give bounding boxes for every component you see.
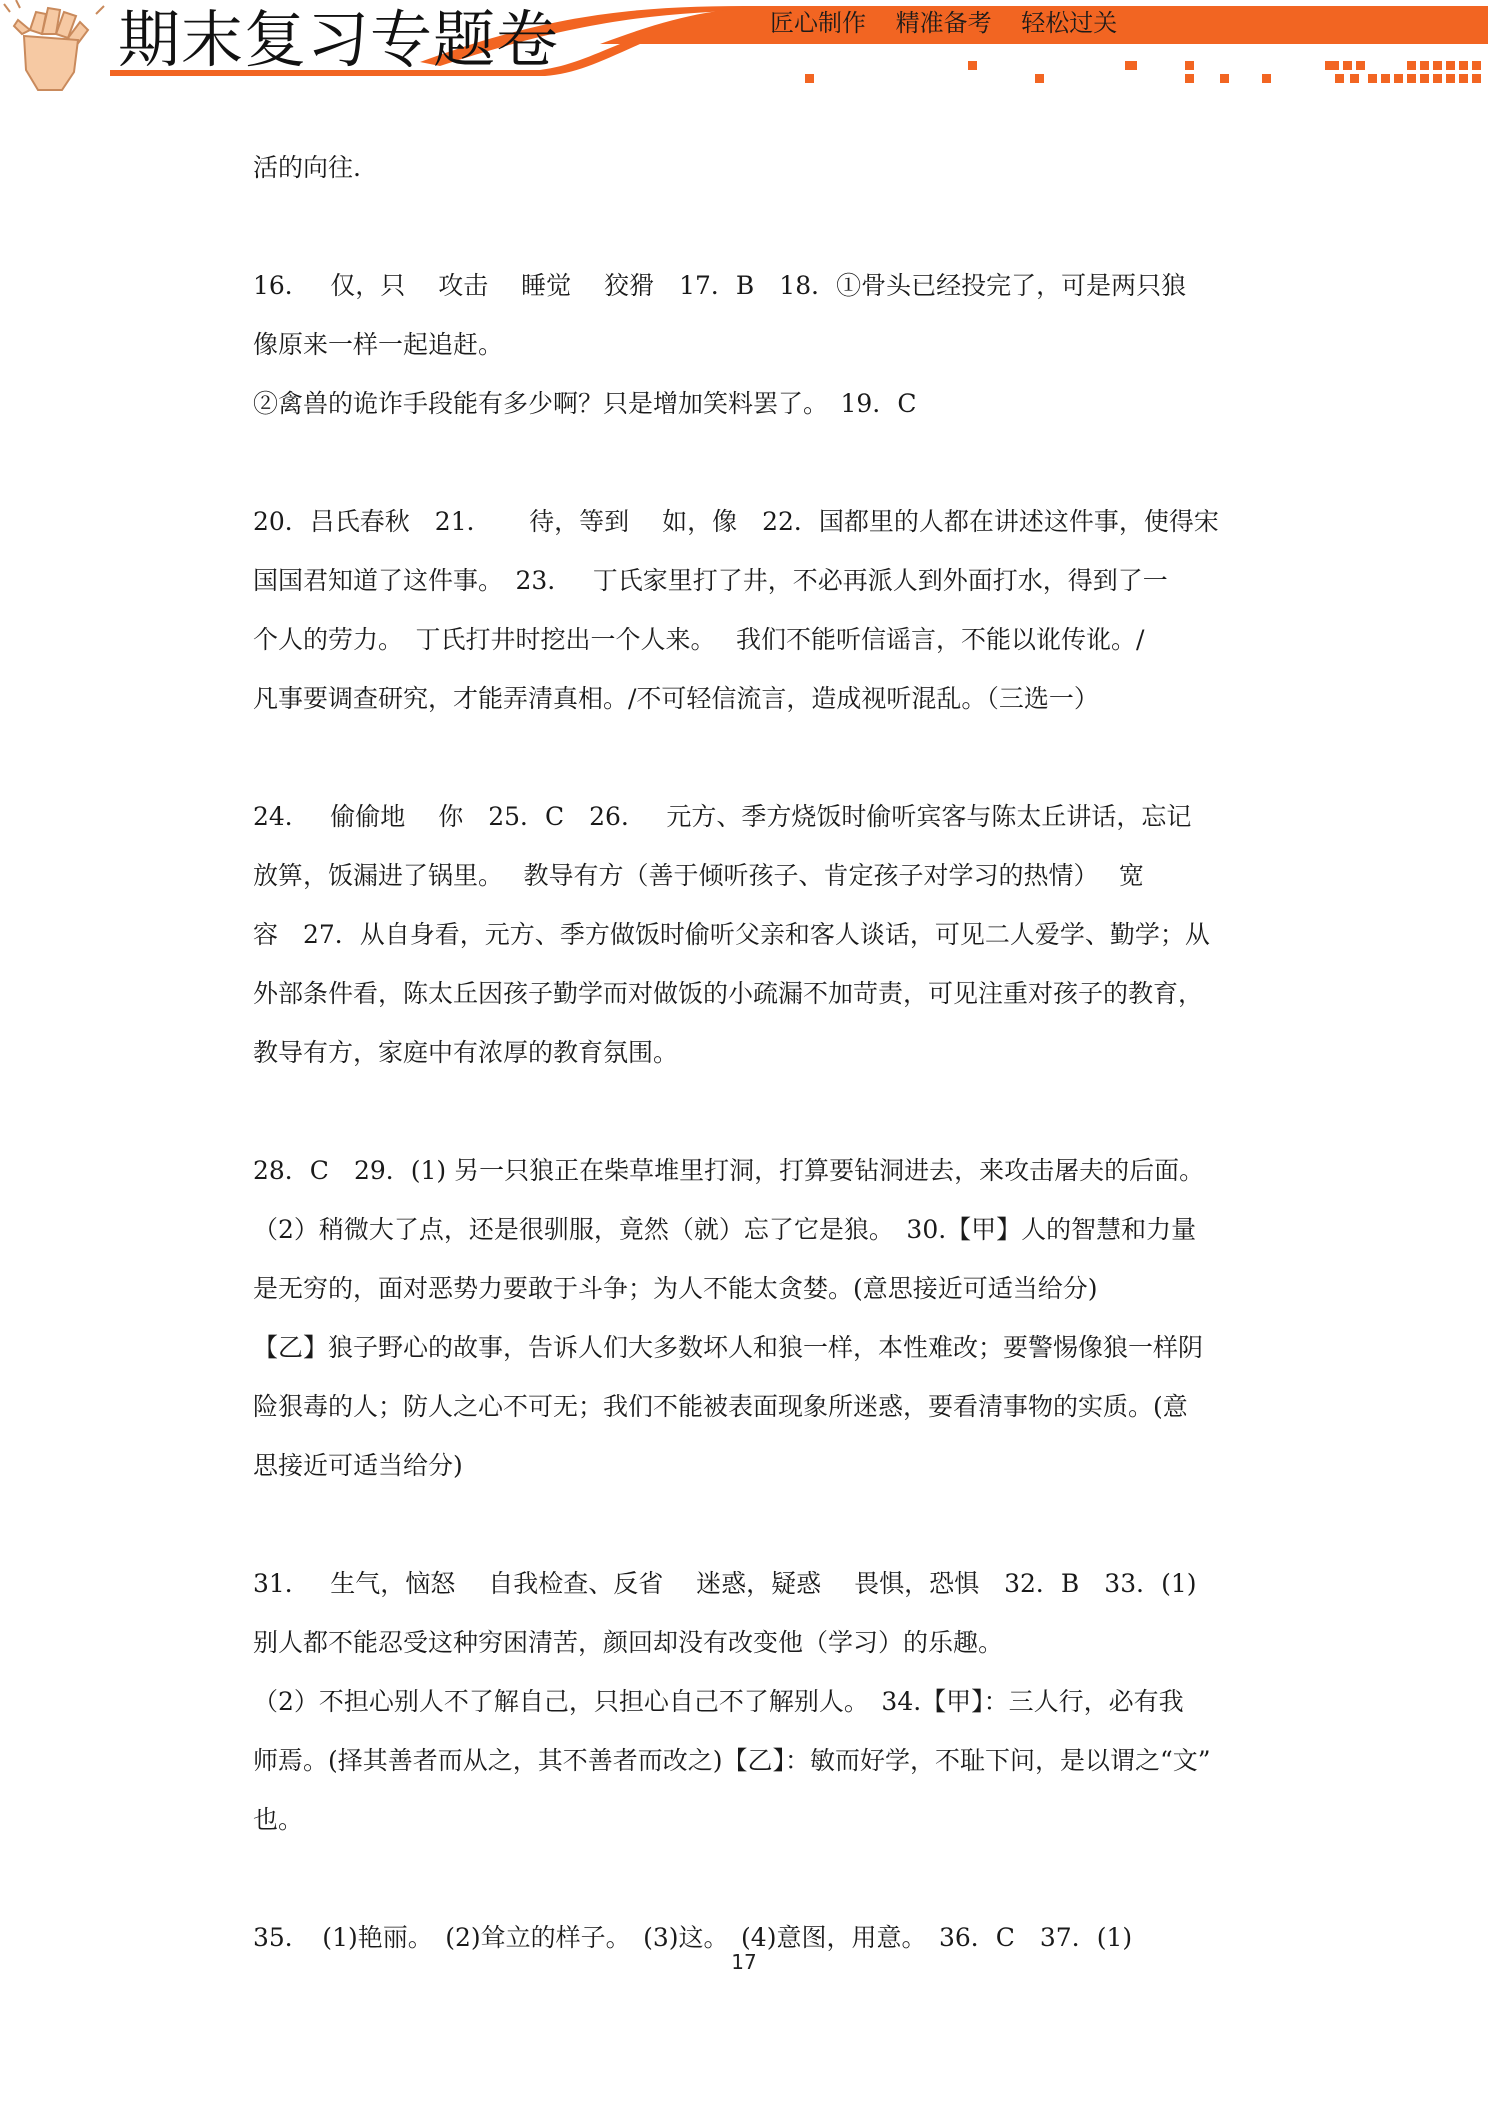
text-line: 也。 bbox=[253, 1805, 304, 1834]
text-line: 凡事要调查研究，才能弄清真相。/不可轻信流言，造成视听混乱。（三选一） bbox=[253, 684, 1099, 713]
text-line: 个人的劳力。 丁氏打井时挖出一个人来。 我们不能听信谣言，不能以讹传讹。/ bbox=[253, 625, 1145, 654]
text-line: 险狠毒的人；防人之心不可无；我们不能被表面现象所迷惑，要看清事物的实质。(意 bbox=[253, 1392, 1188, 1421]
header-slogan: 匠心制作 精准备考 轻松过关 bbox=[770, 9, 1118, 37]
fist-icon bbox=[0, 0, 108, 92]
text-line: 思接近可适当给分) bbox=[253, 1451, 463, 1480]
text-line: 活的向往. bbox=[253, 153, 361, 182]
header-dots bbox=[805, 61, 1481, 83]
text-line: ②禽兽的诡诈手段能有多少啊？只是增加笑料罢了。 19．C bbox=[253, 389, 917, 418]
page-header bbox=[0, 0, 1488, 95]
text-line: 【乙】狼子野心的故事，告诉人们大多数坏人和狼一样，本性难改；要警惕像狼一样阴 bbox=[253, 1333, 1204, 1362]
answer-paragraph bbox=[253, 1554, 1253, 1849]
text-line: 容 27．从自身看，元方、季方做饭时偷听父亲和客人谈话，可见二人爱学、勤学；从 bbox=[253, 920, 1210, 949]
text-line: 16． 仅，只 攻击 睡觉 狡猾 17．B 18．①骨头已经投完了，可是两只狼 bbox=[253, 271, 1187, 300]
text-line: 31． 生气，恼怒 自我检查、反省 迷惑，疑惑 畏惧，恐惧 32．B 33．(1) bbox=[253, 1569, 1197, 1598]
text-line: （2）不担心别人不了解自己，只担心自己不了解别人。 34.【甲】：三人行，必有我 bbox=[253, 1687, 1184, 1716]
text-line: 放箅，饭漏进了锅里。 教导有方（善于倾听孩子、肯定孩子对学习的热情） 宽 bbox=[253, 861, 1144, 890]
text-line: 国国君知道了这件事。 23． 丁氏家里打了井，不必再派人到外面打水，得到了一 bbox=[253, 566, 1168, 595]
text-line: 师焉。(择其善者而从之，其不善者而改之)【乙】：敏而好学，不耻下问，是以谓之“文” bbox=[253, 1746, 1211, 1775]
answer-paragraph bbox=[253, 256, 1253, 433]
answer-content bbox=[253, 138, 1253, 1967]
text-line: 是无穷的，面对恶势力要敢于斗争；为人不能太贪婪。(意思接近可适当给分) bbox=[253, 1274, 1098, 1303]
text-line: 别人都不能忍受这种穷困清苦，颜回却没有改变他（学习）的乐趣。 bbox=[253, 1628, 1004, 1657]
answer-paragraph bbox=[253, 138, 1253, 197]
text-line: （2）稍微大了点，还是很驯服，竟然（就）忘了它是狼。 30.【甲】人的智慧和力量 bbox=[253, 1215, 1197, 1244]
text-line: 外部条件看，陈太丘因孩子勤学而对做饭的小疏漏不加苛责，可见注重对孩子的教育， bbox=[253, 979, 1204, 1008]
page-number: 17 bbox=[731, 1950, 757, 1974]
text-line: 35． (1)艳丽。 (2)耸立的样子。 (3)这。 (4)意图，用意。 36．C 37．(1) bbox=[253, 1923, 1133, 1952]
header-title: 期末复习专题卷 bbox=[118, 3, 560, 76]
text-line: 24． 偷偷地 你 25．C 26． 元方、季方烧饭时偷听宾客与陈太丘讲话，忘记 bbox=[253, 802, 1192, 831]
text-line: 20．吕氏春秋 21． 待，等到 如，像 22．国都里的人都在讲述这件事，使得宋 bbox=[253, 507, 1219, 536]
text-line: 28．C 29．(1) 另一只狼正在柴草堆里打洞，打算要钻洞进去，来攻击屠夫的后面。 bbox=[253, 1156, 1205, 1185]
text-line: 教导有方，家庭中有浓厚的教育氛围。 bbox=[253, 1038, 679, 1067]
answer-paragraph bbox=[253, 787, 1253, 1082]
answer-paragraph bbox=[253, 492, 1253, 728]
text-line: 像原来一样一起追赶。 bbox=[253, 330, 504, 359]
answer-paragraph bbox=[253, 1141, 1253, 1495]
